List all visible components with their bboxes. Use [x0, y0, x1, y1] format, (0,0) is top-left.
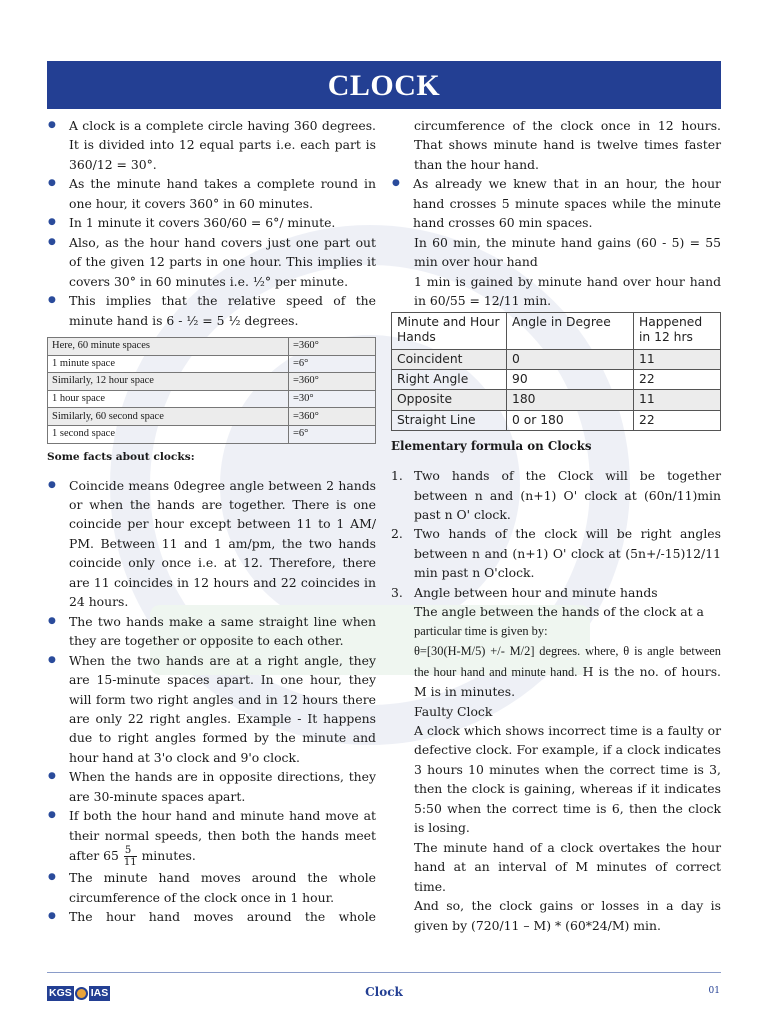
table-header-cell: Minute and Hour Hands — [392, 312, 507, 349]
bullet-item: ● Coincide means 0degree angle between 2 hands or when the hands are together. There is one coincide per hour except between 11 to 1 AM/ PM. Between 11 and 1 am/pm, the two hands coincide only once i.e. at 12. Therefore, there are 11 coincides in 12 hours and 22 coincides in 24 hours. — [47, 476, 376, 612]
bullet-item: ● The minute hand moves around the whole circumference of the clock once in 1 hour. — [47, 868, 376, 907]
table-cell: =6° — [289, 425, 376, 443]
bullet-item: ● As already we knew that in an hour, the hour hand crosses 5 minute spaces while the minute hand crosses 60 min spaces. — [391, 174, 721, 232]
table-cell: =360° — [289, 337, 376, 355]
footer-title: Clock — [365, 985, 403, 999]
table-cell: 1 second space — [48, 425, 289, 443]
table-cell: =30° — [289, 390, 376, 408]
table-row — [48, 408, 376, 426]
table-cell: Straight Line — [392, 410, 507, 430]
bullet-item — [47, 806, 376, 868]
indented-text: And so, the clock gains or losses in a day is given by (720/11 – M) * (60*24/M) min. — [414, 898, 721, 933]
indented-text: 1 min is gained by minute hand over hour hand in 60/55 = 12/11 min. — [414, 273, 721, 309]
page-number: 01 — [708, 986, 720, 996]
facts-heading: Some facts about clocks: — [47, 450, 195, 463]
table-cell: 180 — [507, 390, 634, 410]
item-text: Two hands of the clock will be right angles between n and (n+1) O' clock at (5n+/-15)12/11 min past n O'clock. — [414, 526, 721, 581]
logo-text-left: KGS — [49, 986, 72, 999]
right-column — [391, 116, 721, 935]
hands-angle-table — [391, 312, 721, 432]
table-cell: Similarly, 12 hour space — [48, 373, 289, 391]
table-cell: 1 minute space — [48, 355, 289, 373]
bullet-item: ● A clock is a complete circle having 360 degrees. It is divided into 12 equal parts i.e. each part is 360/12 = 30°. — [47, 116, 376, 174]
indented-text: particular time is given by: — [414, 623, 548, 638]
table-cell: 0 or 180 — [507, 410, 634, 430]
item-text: Angle between hour and minute hands — [414, 584, 658, 600]
table-row — [48, 425, 376, 443]
table-row — [392, 349, 721, 369]
fraction — [124, 845, 137, 868]
indented-text: In 60 min, the minute hand gains (60 - 5) = 55 min over hour hand — [414, 234, 721, 270]
indented-text: A clock which shows incorrect time is a faulty or defective clock. For example, if a clock indicates 3 hours 10 minutes when the correct time is 3, then the clock is gaining, whereas if it indicates 5:50 when the correct time is 6, then the clock is losing. — [414, 722, 721, 836]
bullet-item: ● This implies that the relative speed of the minute hand is 6 - ½ = 5 ½ degrees. — [47, 291, 376, 330]
table-header-cell: Happened in 12 hrs — [634, 312, 721, 349]
item-text: Two hands of the Clock will be together between n and (n+1) O' clock at (60n/11)min past n O' clock. — [414, 468, 721, 522]
table-cell: 90 — [507, 369, 634, 389]
table-cell: =360° — [289, 408, 376, 426]
bullet-item: ● The hour hand moves around the whole — [47, 907, 376, 926]
fraction-denominator: 11 — [123, 857, 137, 869]
table-header-row — [392, 312, 721, 349]
table-cell: 11 — [634, 390, 721, 410]
table-cell: Opposite — [392, 390, 507, 410]
item-number: 1. — [391, 468, 403, 484]
item-number: 3. — [391, 584, 403, 600]
table-cell: 22 — [634, 410, 721, 430]
space-degree-table — [47, 337, 376, 444]
table-cell: =360° — [289, 373, 376, 391]
item-number: 2. — [391, 526, 403, 542]
formula-note: between the hour hand and minute hand. — [414, 644, 721, 679]
indented-text: The minute hand of a clock overtakes the hour hand at an interval of M minutes of correct time. — [414, 839, 721, 894]
formula-note: H is the no. of hours. M is in minutes. — [414, 663, 721, 700]
bullet-item: ● In 1 minute it covers 360/60 = 6°/ minute. — [47, 213, 376, 232]
table-cell: Coincident — [392, 349, 507, 369]
table-cell: Here, 60 minute spaces — [48, 337, 289, 355]
table-cell: 22 — [634, 369, 721, 389]
formula-text — [391, 641, 721, 701]
table-cell: Similarly, 60 second space — [48, 408, 289, 426]
footer-divider — [47, 972, 721, 973]
bullet-item: ● When the hands are in opposite directions, they are 30-minute spaces apart. — [47, 767, 376, 806]
table-cell: 11 — [634, 349, 721, 369]
table-row — [392, 390, 721, 410]
table-cell: 0 — [507, 349, 634, 369]
table-row — [48, 390, 376, 408]
indented-text: The angle between the hands of the clock at a — [414, 604, 704, 620]
bullet-text: If both the hour hand and minute hand move at their normal speeds, then both the hands meet after 65 — [69, 808, 376, 864]
table-row — [392, 369, 721, 389]
logo-text-right: IAS — [90, 986, 109, 999]
page-title-banner — [47, 61, 721, 109]
bullet-text: minutes. — [141, 848, 196, 864]
numbered-item — [391, 524, 721, 582]
table-row — [48, 355, 376, 373]
table-row — [48, 373, 376, 391]
table-header-cell: Angle in Degree — [507, 312, 634, 349]
left-column — [47, 116, 376, 927]
table-cell: =6° — [289, 355, 376, 373]
bullet-item: ● Also, as the hour hand covers just one part out of the given 12 parts in one hour. This implies it covers 30° in 60 minutes i.e. ½° per minute. — [47, 233, 376, 291]
table-row — [48, 337, 376, 355]
bullet-item: ● As the minute hand takes a complete round in one hour, it covers 360° in 60 minutes. — [47, 174, 376, 213]
bullet-item: ● When the two hands are at a right angle, they are 15-minute spaces apart. In one hour, they will form two right angles and in 12 hours there are only 22 right angles. Example - It happens due to right angles formed by the minute and hour hand at 3'o clock and 9'o clock. — [47, 651, 376, 768]
continued-text: circumference of the clock once in 12 hours. That shows minute hand is twelve times faster than the hour hand. — [414, 118, 721, 172]
fraction-numerator: 5 — [124, 845, 137, 857]
page-title: CLOCK — [327, 69, 441, 102]
table-cell: Right Angle — [392, 369, 507, 389]
table-cell: 1 hour space — [48, 390, 289, 408]
formula-heading: Elementary formula on Clocks — [391, 439, 592, 454]
numbered-item — [391, 466, 721, 524]
bullet-item: ● The two hands make a same straight line when they are together or opposite to each other. — [47, 612, 376, 651]
numbered-item — [391, 583, 721, 602]
formula: θ=[30(H-M/5) +/- M/2] degrees. where, θ is angle — [414, 644, 675, 659]
subheading: Faulty Clock — [414, 703, 493, 719]
table-row — [392, 410, 721, 430]
